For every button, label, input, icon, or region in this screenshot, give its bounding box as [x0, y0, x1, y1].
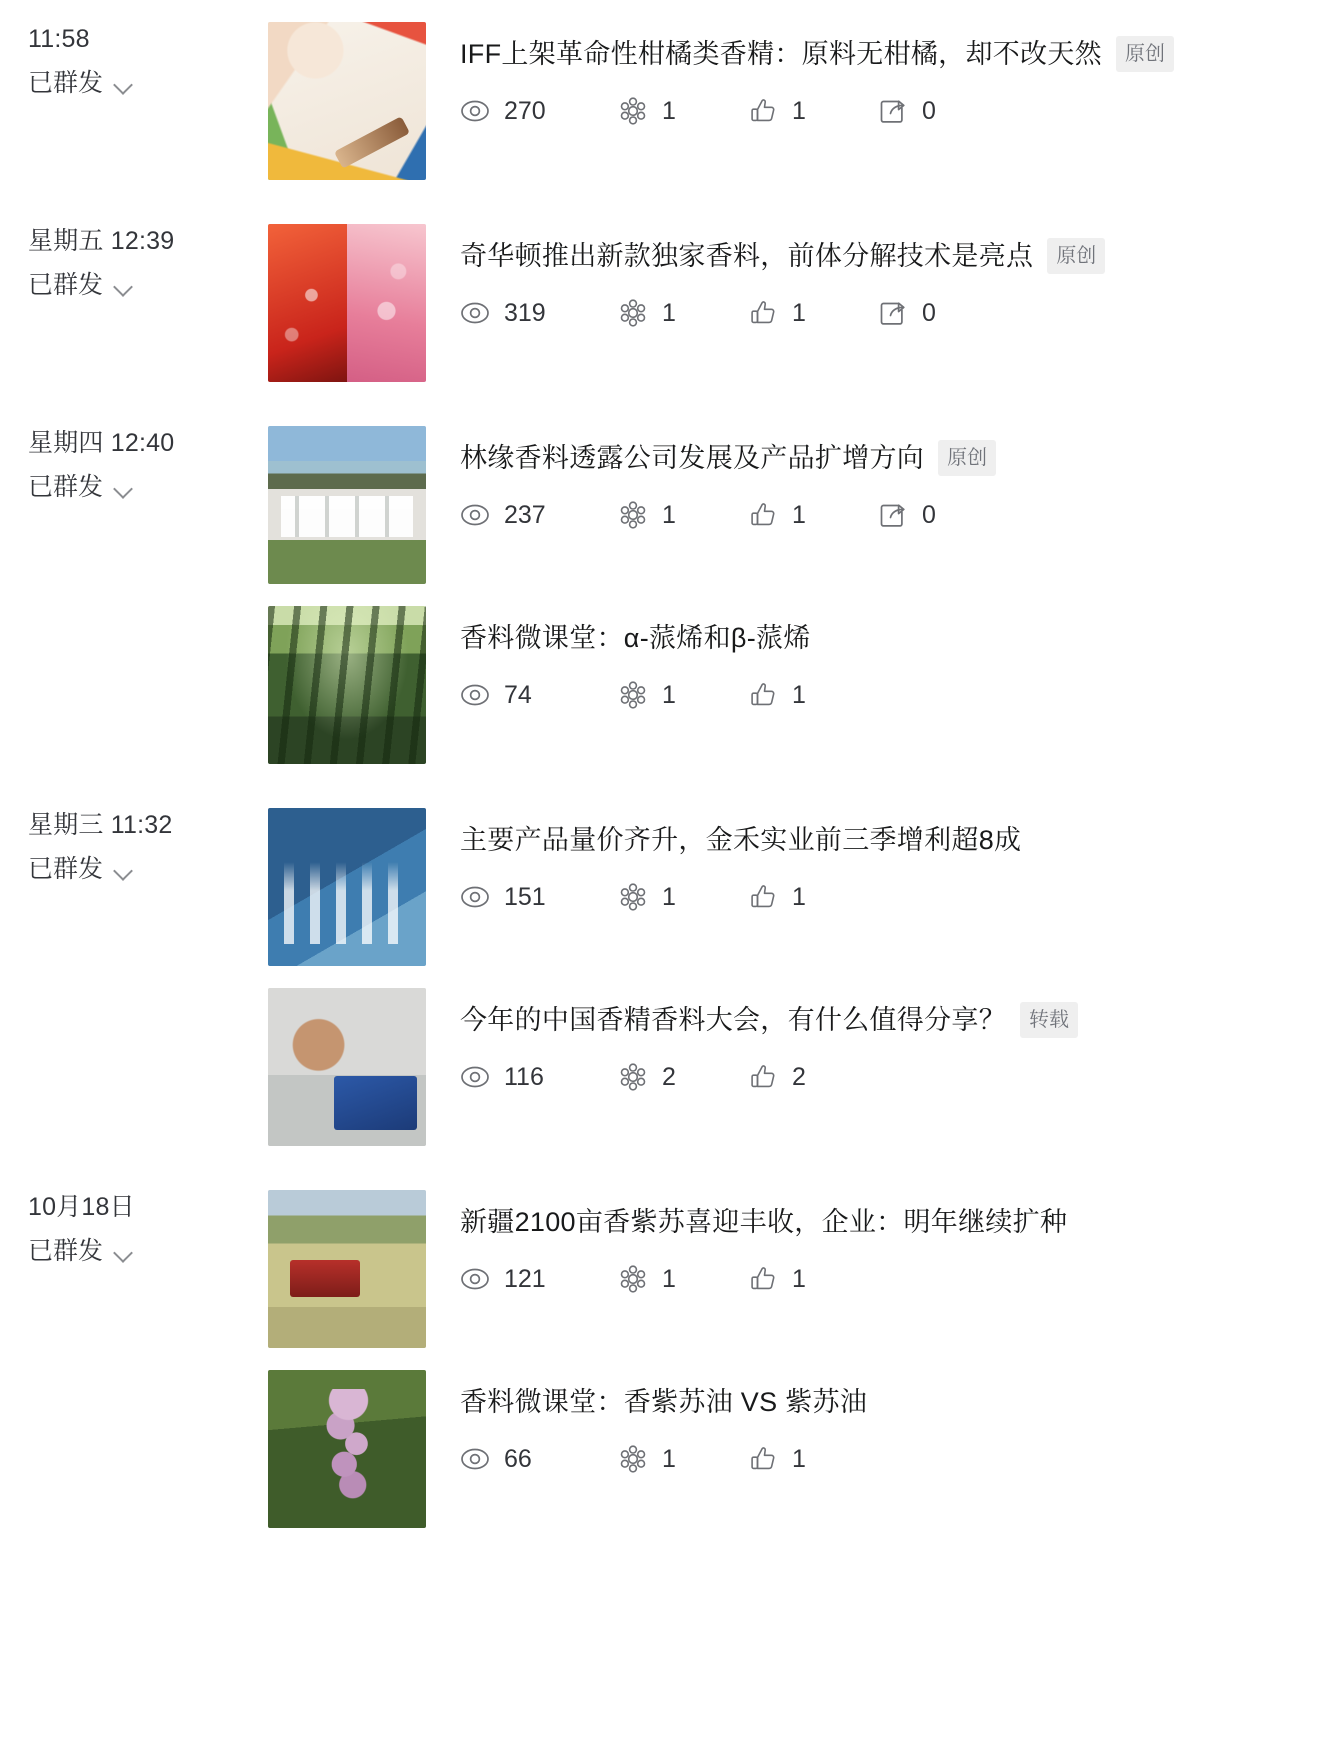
group-status-row[interactable] [28, 1234, 268, 1268]
article-tag-badge: 原创 [1047, 238, 1105, 274]
article-stats [460, 298, 1322, 328]
article-stats [460, 1444, 1322, 1474]
article-stats [460, 96, 1322, 126]
group-time: 11:58 [28, 25, 90, 53]
group-separator [0, 180, 1322, 202]
feed-group [0, 0, 1322, 180]
article-title-row [460, 438, 1322, 478]
share-flower-icon [618, 1264, 648, 1294]
group-time: 10月18日 [28, 1193, 135, 1221]
stat-views: 319 [460, 298, 618, 328]
article-thumbnail[interactable] [268, 224, 426, 382]
group-meta [0, 786, 268, 886]
stat-views: 116 [460, 1062, 618, 1092]
stat-forwards: 0 [878, 298, 998, 328]
thumbnail-art [268, 606, 426, 764]
thumbs-up-icon [748, 1062, 778, 1092]
article-title-row [460, 34, 1322, 74]
group-status-label: 已群发 [28, 855, 104, 883]
group-status-row[interactable] [28, 268, 268, 302]
article-body [426, 22, 1322, 126]
article-stats [460, 1062, 1322, 1092]
eye-icon [460, 680, 490, 710]
eye-icon [460, 882, 490, 912]
feed-group [0, 404, 1322, 764]
feed-group [0, 786, 1322, 1146]
share-flower-icon [618, 298, 648, 328]
eye-icon [460, 1264, 490, 1294]
article-title-row [460, 1000, 1322, 1040]
group-meta [0, 202, 268, 302]
share-flower-icon [618, 96, 648, 126]
stat-forwards: 0 [878, 500, 998, 530]
eye-icon [460, 298, 490, 328]
thumbs-up-icon [748, 882, 778, 912]
stat-views: 121 [460, 1264, 618, 1294]
group-status-label: 已群发 [28, 271, 104, 299]
forward-box-icon [878, 96, 908, 126]
group-meta [0, 404, 268, 504]
article-item[interactable] [268, 1348, 1322, 1528]
article-title[interactable]: IFF上架革命性柑橘类香精：原料无柑橘，却不改天然 [460, 39, 1102, 69]
stat-forwards: 0 [878, 96, 998, 126]
stat-likes: 1 [748, 1264, 878, 1294]
eye-icon [460, 1444, 490, 1474]
article-title[interactable]: 香料微课堂：α-蒎烯和β-蒎烯 [460, 623, 811, 653]
thumbs-up-icon [748, 680, 778, 710]
article-title[interactable]: 香料微课堂：香紫苏油 VS 紫苏油 [460, 1387, 868, 1417]
stat-likes: 1 [748, 500, 878, 530]
article-body [426, 1370, 1322, 1474]
feed-group [0, 202, 1322, 382]
eye-icon [460, 500, 490, 530]
article-body [426, 426, 1322, 530]
article-tag-badge: 转载 [1020, 1002, 1078, 1038]
share-flower-icon [618, 1062, 648, 1092]
article-thumbnail[interactable] [268, 606, 426, 764]
article-stats [460, 680, 1322, 710]
article-item[interactable] [268, 0, 1322, 180]
stat-likes: 1 [748, 298, 878, 328]
thumbnail-art [268, 426, 426, 584]
group-time: 星期三 11:32 [28, 811, 173, 839]
article-thumbnail[interactable] [268, 1190, 426, 1348]
thumbnail-art [268, 1370, 426, 1528]
article-title[interactable]: 主要产品量价齐升，金禾实业前三季增利超8成 [460, 825, 1022, 855]
group-status-row[interactable] [28, 66, 268, 100]
article-thumbnail[interactable] [268, 22, 426, 180]
stat-shares: 1 [618, 1264, 748, 1294]
article-title[interactable]: 今年的中国香精香料大会，有什么值得分享？ [460, 1005, 1006, 1035]
group-items [268, 404, 1322, 764]
article-tag-badge: 原创 [1116, 36, 1174, 72]
thumbnail-art [268, 1190, 426, 1348]
article-title[interactable]: 奇华顿推出新款独家香料，前体分解技术是亮点 [460, 241, 1034, 271]
article-thumbnail[interactable] [268, 1370, 426, 1528]
article-item[interactable] [268, 584, 1322, 764]
chevron-down-icon[interactable] [115, 480, 133, 498]
article-item[interactable] [268, 786, 1322, 966]
article-stats [460, 882, 1322, 912]
eye-icon [460, 1062, 490, 1092]
article-thumbnail[interactable] [268, 426, 426, 584]
forward-box-icon [878, 500, 908, 530]
group-items [268, 1168, 1322, 1528]
stat-views: 74 [460, 680, 618, 710]
stat-likes: 2 [748, 1062, 878, 1092]
stat-views: 151 [460, 882, 618, 912]
group-time: 星期四 12:40 [28, 429, 175, 457]
group-items [268, 0, 1322, 180]
article-body [426, 606, 1322, 710]
thumbs-up-icon [748, 1444, 778, 1474]
stat-shares: 1 [618, 882, 748, 912]
chevron-down-icon[interactable] [115, 1244, 133, 1262]
eye-icon [460, 96, 490, 126]
group-separator [0, 382, 1322, 404]
group-separator [0, 1146, 1322, 1168]
group-status-label: 已群发 [28, 1237, 104, 1265]
stat-likes: 1 [748, 96, 878, 126]
article-stats [460, 1264, 1322, 1294]
group-status-label: 已群发 [28, 473, 104, 501]
stat-likes: 1 [748, 1444, 878, 1474]
article-item[interactable] [268, 966, 1322, 1146]
stat-views: 66 [460, 1444, 618, 1474]
stat-shares: 1 [618, 96, 748, 126]
forward-box-icon [878, 298, 908, 328]
article-body [426, 1190, 1322, 1294]
group-separator [0, 764, 1322, 786]
article-item[interactable] [268, 1168, 1322, 1348]
thumbnail-art [268, 224, 426, 382]
article-thumbnail[interactable] [268, 988, 426, 1146]
article-body [426, 808, 1322, 912]
article-tag-badge: 原创 [938, 440, 996, 476]
article-thumbnail[interactable] [268, 808, 426, 966]
chevron-down-icon[interactable] [115, 862, 133, 880]
thumbs-up-icon [748, 500, 778, 530]
article-item[interactable] [268, 404, 1322, 584]
article-title-row [460, 618, 1322, 658]
stat-shares: 1 [618, 500, 748, 530]
share-flower-icon [618, 680, 648, 710]
article-stats [460, 500, 1322, 530]
article-title[interactable]: 林缘香料透露公司发展及产品扩增方向 [460, 443, 925, 473]
article-body [426, 988, 1322, 1092]
stat-likes: 1 [748, 882, 878, 912]
stat-views: 237 [460, 500, 618, 530]
article-title-row [460, 820, 1322, 860]
group-meta [0, 1168, 268, 1268]
group-meta [0, 0, 268, 100]
article-item[interactable] [268, 202, 1322, 382]
share-flower-icon [618, 500, 648, 530]
thumbs-up-icon [748, 1264, 778, 1294]
article-title-row [460, 1202, 1322, 1242]
stat-shares: 1 [618, 680, 748, 710]
thumbnail-art [268, 808, 426, 966]
group-items [268, 786, 1322, 1146]
thumbnail-art [268, 22, 426, 180]
group-status-row[interactable] [28, 852, 268, 886]
chevron-down-icon[interactable] [115, 76, 133, 94]
thumbnail-art [268, 988, 426, 1146]
share-flower-icon [618, 882, 648, 912]
stat-shares: 1 [618, 298, 748, 328]
group-status-row[interactable] [28, 470, 268, 504]
group-status-label: 已群发 [28, 69, 104, 97]
thumbs-up-icon [748, 96, 778, 126]
stat-shares: 2 [618, 1062, 748, 1092]
group-items [268, 202, 1322, 382]
stat-likes: 1 [748, 680, 878, 710]
group-time: 星期五 12:39 [28, 227, 175, 255]
article-title-row [460, 236, 1322, 276]
group-separator [0, 1528, 1322, 1550]
article-body [426, 224, 1322, 328]
article-title[interactable]: 新疆2100亩香紫苏喜迎丰收，企业：明年继续扩种 [460, 1207, 1068, 1237]
stat-views: 270 [460, 96, 618, 126]
chevron-down-icon[interactable] [115, 278, 133, 296]
thumbs-up-icon [748, 298, 778, 328]
article-title-row [460, 1382, 1322, 1422]
stat-shares: 1 [618, 1444, 748, 1474]
feed-group [0, 1168, 1322, 1528]
share-flower-icon [618, 1444, 648, 1474]
